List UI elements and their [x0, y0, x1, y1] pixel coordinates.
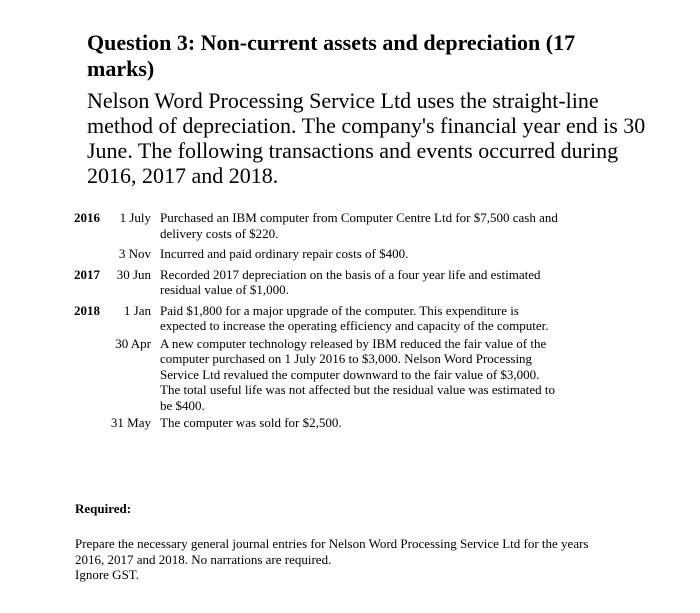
- transaction-date: 30 Jun: [116, 266, 151, 282]
- transaction-date: 3 Nov: [118, 246, 151, 261]
- required-ignore-gst: Ignore GST.: [75, 567, 140, 582]
- question-intro: Nelson Word Processing Service Ltd uses the straight-line method of depreciation. The company's financial year end is 30 June. The following transactions and events occurred during 2016, 2017 and 2018.: [87, 88, 646, 188]
- transaction-description: Paid $1,800 for a major upgrade of the computer. This expenditure is expected to increase the operating efficiency and capacity of the computer.: [160, 302, 549, 333]
- transaction-row: [74, 415, 574, 431]
- transaction-row: [74, 303, 574, 334]
- transaction-row: [74, 210, 574, 241]
- transaction-description: Incurred and paid ordinary repair costs of $400.: [160, 246, 409, 261]
- transaction-row: [74, 267, 574, 298]
- transaction-date: 30 Apr: [115, 335, 151, 351]
- transaction-year: 2017: [74, 266, 100, 282]
- question-title: Question 3: Non-current assets and depreciation (17 marks): [87, 30, 576, 81]
- transaction-description: A new computer technology released by IBM reduced the fair value of the computer purchased on 1 July 2016 to $3,000. Nelson Word Processing Service Ltd revalued the computer downward to the fair value of $3,000. The total useful life was not affected but the residual value was estimated to be $400.: [160, 335, 556, 413]
- required-heading: Required:: [75, 501, 132, 516]
- required-instruction-text: Prepare the necessary general journal entries for Nelson Word Processing Service Ltd for the years 2016, 2017 and 2018. No narrations are required.: [75, 536, 589, 567]
- transaction-row: [74, 246, 574, 262]
- transaction-date: 31 May: [110, 415, 151, 430]
- required-instructions: [75, 536, 595, 583]
- transaction-description: Recorded 2017 depreciation on the basis of a four year life and estimated residual value of $1,000.: [160, 266, 541, 297]
- transaction-description: The computer was sold for $2,500.: [160, 415, 342, 430]
- transaction-date: 1 Jan: [123, 302, 151, 318]
- transaction-year: 2016: [74, 210, 100, 225]
- transaction-description: Purchased an IBM computer from Computer Centre Ltd for $7,500 cash and delivery costs of $220.: [160, 210, 558, 241]
- transaction-year: 2018: [74, 302, 100, 318]
- transaction-row: [74, 336, 574, 414]
- transaction-date: 1 July: [119, 210, 151, 225]
- transaction-list: [74, 210, 574, 431]
